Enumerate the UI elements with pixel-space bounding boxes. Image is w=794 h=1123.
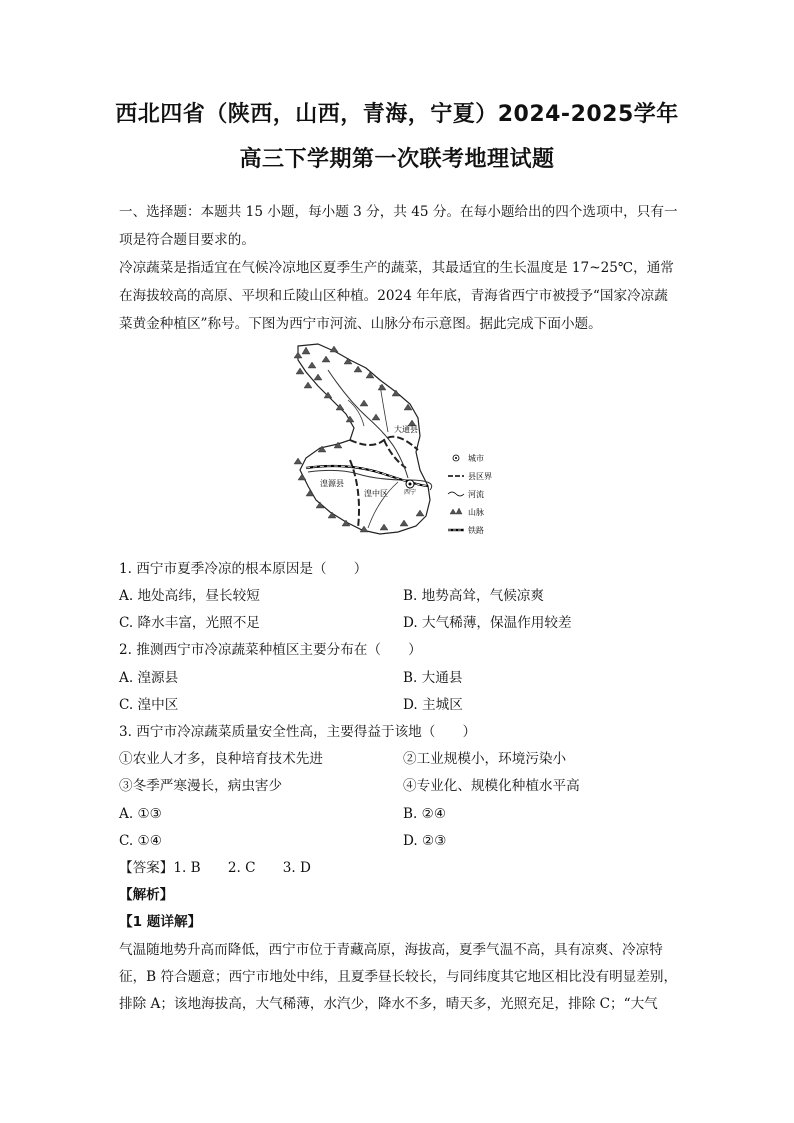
q1-option-b: B. 地势高耸，气候凉爽: [403, 588, 544, 604]
legend-river: 河流: [468, 490, 484, 499]
q1-option-c: C. 降水丰富，光照不足: [119, 615, 260, 631]
q1-detail-heading: 【1 题详解】: [119, 914, 202, 930]
q3-option-b: B. ②④: [403, 806, 447, 822]
q3-statement-2: ②工业规模小，环境污染小: [403, 751, 567, 767]
q2-option-c: C. 湟中区: [119, 697, 179, 713]
material-line1: 冷凉蔬菜是指适宜在气候冷凉地区夏季生产的蔬菜，其最适宜的生长温度是 17~25℃，通常: [119, 260, 674, 276]
q3-option-d: D. ②③: [403, 833, 447, 849]
xining-map-figure: [288, 340, 503, 538]
label-huangzhong: 湟中区: [364, 489, 388, 498]
q3-statement-3: ③冬季严寒漫长，病虫害少: [119, 778, 283, 794]
page-title-line2: 高三下学期第一次联考地理试题: [239, 147, 555, 172]
legend-boundary: 县区界: [468, 472, 492, 481]
label-huangyuan: 湟源县: [320, 479, 344, 488]
material-line2: 在海拔较高的高原、平坝和丘陵山区种植。2024 年年底，青海省西宁市被授予“国家冷凉蔬: [119, 288, 668, 304]
q2-option-b: B. 大通县: [403, 670, 463, 686]
section-instruction-line1: 一、选择题：本题共 15 小题，每小题 3 分，共 45 分。在每小题给出的四个选项中，只有一: [119, 204, 678, 220]
material-line3: 菜黄金种植区”称号。下图为西宁市河流、山脉分布示意图。据此完成下面小题。: [119, 316, 602, 332]
label-datong: 大通县: [394, 425, 418, 434]
q2-option-d: D. 主城区: [403, 697, 463, 713]
q1-option-d: D. 大气稀薄，保温作用较差: [403, 615, 572, 631]
q3-option-c: C. ①④: [119, 833, 162, 849]
explanation-line1: 气温随地势升高而降低，西宁市位于青藏高原，海拔高，夏季气温不高，具有凉爽、冷凉特: [119, 942, 663, 958]
analysis-heading: 【解析】: [119, 887, 174, 903]
map-legend: [448, 453, 492, 535]
legend-railway: 铁路: [468, 526, 484, 535]
legend-mountain: 山脉: [468, 508, 484, 517]
q2-stem: 2. 推测西宁市冷凉蔬菜种植区主要分布在（ ）: [119, 642, 422, 658]
q1-option-a: A. 地处高纬，昼长较短: [119, 588, 260, 604]
river-branch-2: [380, 385, 388, 432]
explanation-line2: 征，B 符合题意；西宁市地处中纬，且夏季昼长较长，与同纬度其它地区相比没有明显差别，: [119, 969, 678, 985]
q3-statement-4: ④专业化、规模化种植水平高: [403, 778, 580, 794]
explanation-line3: 排除 A；该地海拔高，大气稀薄，水汽少，降水不多，晴天多，光照充足，排除 C；“大气: [119, 996, 658, 1012]
q1-stem: 1. 西宁市夏季冷凉的根本原因是（ ）: [119, 561, 368, 577]
county-boundary-2: [350, 460, 359, 528]
page-title-line1: 西北四省（陕西，山西，青海，宁夏）2024-2025学年: [115, 102, 679, 127]
q3-stem: 3. 西宁市冷凉蔬菜质量安全性高，主要得益于该地（ ）: [119, 724, 477, 740]
legend-city: 城市: [468, 454, 484, 463]
q3-option-a: A. ①③: [119, 806, 162, 822]
answer-line: 【答案】1. B 2. C 3. D: [119, 860, 311, 876]
q2-option-a: A. 湟源县: [119, 670, 179, 686]
river-north: [328, 370, 408, 478]
section-instruction-line2: 项是符合题目要求的。: [119, 232, 255, 248]
label-city: 西宁: [404, 489, 417, 496]
q3-statement-1: ①农业人才多，良种培育技术先进: [119, 751, 323, 767]
county-boundary-1: [350, 437, 418, 450]
